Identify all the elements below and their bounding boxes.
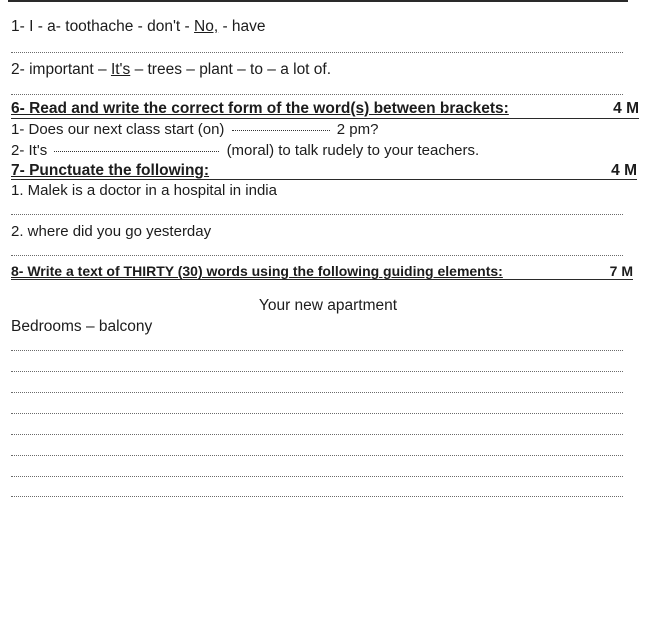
writing-line[interactable] bbox=[11, 371, 623, 372]
section-8-title: 8- Write a text of THIRTY (30) words using the following guiding elements: bbox=[11, 263, 503, 279]
section-7-heading bbox=[11, 162, 637, 180]
section-7-marks: 4 M bbox=[611, 162, 637, 179]
word-form-1-blank[interactable] bbox=[232, 130, 330, 131]
writing-line[interactable] bbox=[11, 434, 623, 435]
writing-line[interactable] bbox=[11, 350, 623, 351]
writing-line[interactable] bbox=[11, 413, 623, 414]
rearrange-1-prefix: 1- I - a- toothache - don't - bbox=[11, 18, 195, 35]
rearrange-2-suffix: – trees – plant – to – a lot of. bbox=[130, 61, 332, 78]
answer-line[interactable] bbox=[11, 52, 623, 53]
top-rule bbox=[8, 0, 628, 2]
writing-line[interactable] bbox=[11, 392, 623, 393]
rearrange-question-2 bbox=[11, 61, 331, 79]
guiding-elements: Bedrooms – balcony bbox=[11, 318, 153, 335]
word-form-2-after: (moral) to talk rudely to your teachers. bbox=[226, 142, 480, 159]
writing-line[interactable] bbox=[11, 455, 623, 456]
word-form-1-before: 1- Does our next class start (on) bbox=[11, 121, 225, 138]
section-6-heading bbox=[11, 100, 639, 118]
rearrange-question-1 bbox=[11, 18, 266, 36]
section-8-marks: 7 M bbox=[609, 263, 633, 279]
writing-line[interactable] bbox=[11, 496, 623, 497]
writing-topic: Your new apartment bbox=[258, 297, 398, 314]
rearrange-1-underlined: No, bbox=[194, 18, 219, 35]
word-form-question-2 bbox=[11, 142, 479, 159]
punctuate-question-1: 1. Malek is a doctor in a hospital in india bbox=[11, 182, 277, 199]
writing-line[interactable] bbox=[11, 476, 623, 477]
section-6-rule bbox=[11, 118, 639, 119]
answer-line[interactable] bbox=[11, 214, 623, 215]
rearrange-2-underlined: It's bbox=[110, 61, 131, 78]
word-form-2-blank[interactable] bbox=[54, 151, 219, 152]
section-7-rule bbox=[11, 179, 637, 180]
punctuate-question-2: 2. where did you go yesterday bbox=[11, 223, 212, 240]
answer-line[interactable] bbox=[11, 255, 623, 256]
section-8-rule bbox=[11, 279, 633, 280]
section-8-heading bbox=[11, 263, 633, 279]
word-form-question-1 bbox=[11, 121, 378, 138]
word-form-2-before: 2- It's bbox=[11, 142, 48, 159]
rearrange-1-suffix: - have bbox=[218, 18, 266, 35]
word-form-1-after: 2 pm? bbox=[336, 121, 379, 138]
section-7-title: 7- Punctuate the following: bbox=[11, 162, 210, 179]
section-6-marks: 4 M bbox=[613, 100, 639, 117]
rearrange-2-prefix: 2- important – bbox=[11, 61, 111, 78]
answer-line[interactable] bbox=[11, 94, 623, 95]
section-6-title: 6- Read and write the correct form of the word(s) between brackets: bbox=[11, 100, 509, 117]
